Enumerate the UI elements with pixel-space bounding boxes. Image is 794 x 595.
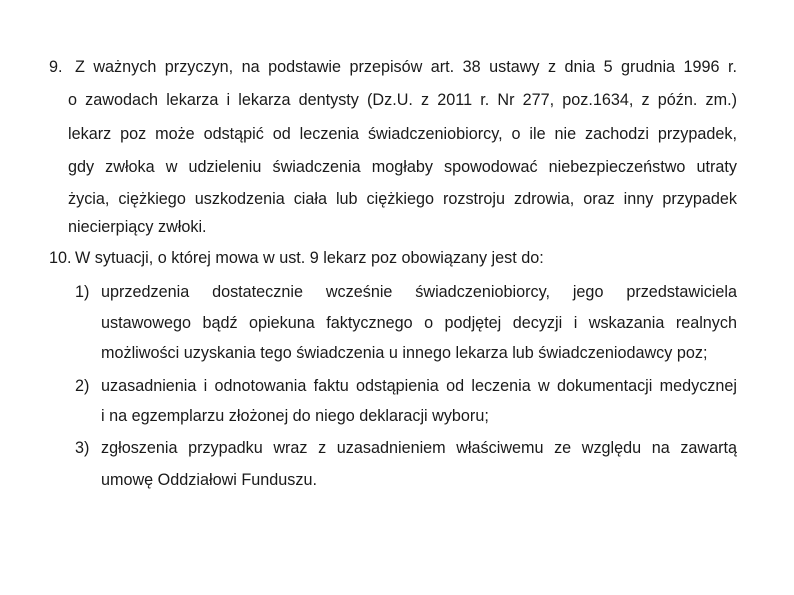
subitem-text-line: i na egzemplarzu złożonej do niego deklaracji wyboru; <box>101 407 489 425</box>
item-intro: W sytuacji, o której mowa w ust. 9 lekarz poz obowiązany jest do: <box>75 249 544 267</box>
item-text-line: niecierpiący zwłoki. <box>68 218 207 236</box>
subitem-text-line: uprzedzenia dostatecznie wcześnie świadczeniobiorcy, jego przedstawiciela <box>101 283 737 301</box>
subitem-number: 2) <box>75 377 90 395</box>
subitem-text-line: zgłoszenia przypadku wraz z uzasadnieniem właściwemu ze względu na zawartą <box>101 439 737 457</box>
subitem-text-line: możliwości uzyskania tego świadczenia u innego lekarza lub świadczeniodawcy poz; <box>101 344 708 362</box>
subitem-text-line: ustawowego bądź opiekuna faktycznego o podjętej decyzji i wskazania realnych <box>101 314 737 332</box>
item-number: 10. <box>49 249 72 267</box>
subitem-number: 1) <box>75 283 90 301</box>
subitem-text-line: umowę Oddziałowi Funduszu. <box>101 471 317 489</box>
subitem-number: 3) <box>75 439 90 457</box>
item-text-line: gdy zwłoka w udzieleniu świadczenia mogłaby spowodować niebezpieczeństwo utraty <box>68 158 737 176</box>
item-text-line: lekarz poz może odstąpić od leczenia świadczeniobiorcy, o ile nie zachodzi przypadek, <box>68 125 737 143</box>
item-text-line: o zawodach lekarza i lekarza dentysty (Dz.U. z 2011 r. Nr 277, poz.1634, z późn. zm.) <box>68 91 737 109</box>
item-number: 9. <box>49 58 63 76</box>
item-text-line: Z ważnych przyczyn, na podstawie przepisów art. 38 ustawy z dnia 5 grudnia 1996 r. <box>75 58 737 76</box>
subitem-text-line: uzasadnienia i odnotowania faktu odstąpienia od leczenia w dokumentacji medycznej <box>101 377 737 395</box>
item-text-line: życia, ciężkiego uszkodzenia ciała lub ciężkiego rozstroju zdrowia, oraz inny przypadek <box>68 190 737 208</box>
